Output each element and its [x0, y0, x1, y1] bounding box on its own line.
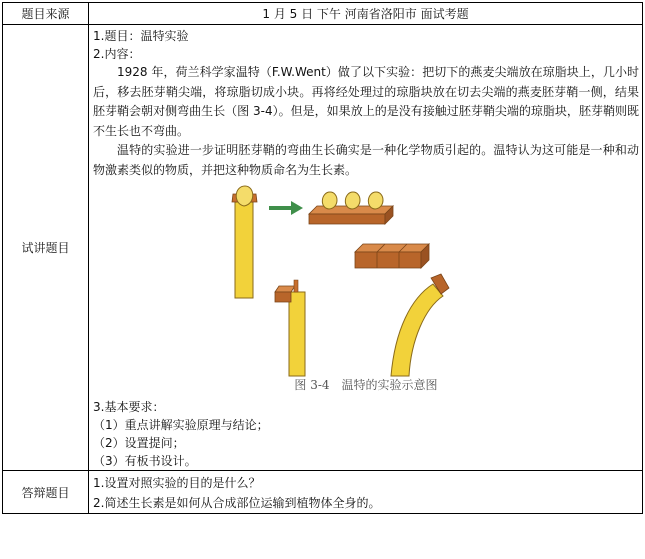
requirements: [93, 398, 639, 470]
requirement-item: （2）设置提问；: [93, 436, 185, 450]
requirement-item: （3）有板书设计。: [93, 454, 197, 468]
lecture-content: [89, 25, 643, 471]
agar-pieces: [355, 244, 429, 268]
coleoptile-with-agar: [275, 280, 305, 376]
lecture-row: [3, 25, 643, 471]
defense-content: [89, 471, 643, 514]
arrow-right: [269, 201, 303, 215]
coleoptile-with-tip: [232, 186, 257, 298]
defense-question: 2.简述生长素是如何从合成部位运输到植物体全身的。: [93, 496, 381, 510]
lecture-label: 试讲题目: [3, 25, 89, 471]
defense-row: [3, 471, 643, 514]
source-value: 1 月 5 日 下午 河南省洛阳市 面试考题: [89, 3, 643, 25]
requirement-item: （1）重点讲解实验原理与结论；: [93, 418, 269, 432]
content-label: 2.内容：: [93, 47, 141, 61]
defense-label: 答辩题目: [3, 471, 89, 514]
exam-table: [2, 2, 643, 514]
paragraph-2: 温特的实验进一步证明胚芽鞘的弯曲生长确实是一种化学物质引起的。温特认为这可能是一种和动物激素类似的物质，并把这种物质命名为生长素。: [93, 143, 639, 177]
topic-line: 1.题目：温特实验: [93, 29, 189, 43]
defense-question: 1.设置对照实验的目的是什么？: [93, 476, 261, 490]
went-experiment-figure: [93, 180, 639, 398]
source-label: 题目来源: [3, 3, 89, 25]
agar-with-tips: [309, 192, 393, 224]
figure-caption: 图 3-4 温特的实验示意图: [294, 378, 438, 392]
requirements-title: 3.基本要求：: [93, 400, 165, 414]
paragraph-1: 1928 年，荷兰科学家温特（F.W.Went）做了以下实验：把切下的燕麦尖端放在琼脂块上，几小时后，移去胚芽鞘尖端，将琼脂切成小块。再将经处理过的琼脂块放在切去尖端的燕麦胚芽鞘一侧，结果胚芽鞘会朝对侧弯曲生长（图 3-4）。但是，如果放上的是没有接触过胚芽鞘尖端的琼脂块，胚芽鞘则既不生长也不弯曲。: [93, 65, 639, 138]
bent-coleoptile: [391, 274, 449, 376]
figure-illustration: [93, 180, 639, 398]
header-row: [3, 3, 643, 25]
